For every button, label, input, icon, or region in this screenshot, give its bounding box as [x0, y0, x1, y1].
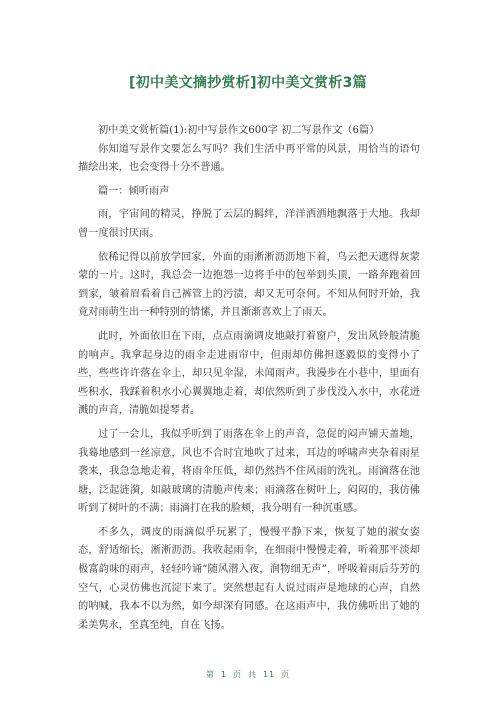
paragraph-body: 此时，外面依旧在下雨，点点雨滴调皮地敲打着窗户，发出风铃般清脆的响声。我拿起身边的雨伞走进雨帘中，但雨却仿佛担逐毅似的变得小了些，些些许许落在伞上，却只见伞湿，未闻雨声。我漫步在小巷中，里面有些积水，我踩着积水小心翼翼地走着，却依然听到了步伐没入水中，水花迸溅的声音，清脆如提琴者。	[78, 330, 420, 417]
footer-total-unit: 页	[281, 670, 291, 679]
page-footer	[0, 669, 496, 680]
footer-page-total: 11	[262, 670, 276, 679]
document-body	[78, 122, 420, 635]
footer-total-label: 共	[247, 670, 257, 679]
paragraph-subtitle: 初中美文赏析篇(1):初中写景作文600字 初二写景作文（6篇）	[98, 125, 380, 136]
paragraph-body: 不多久，调皮的雨滴似乎玩累了，慢慢平静下来，恢复了她的淑女姿态，舒适缩长，淅淅沥沥。我收起雨伞，在细雨中慢慢走着，听着那平淡却极富韵味的雨声，轻轻吟诵“随风潜入夜，润物细无声”，呼吸着雨后芬芳的空气，心灵仿佛也沉淀下来了。突然想起有人说过雨声是地球的心声，自然的呐喊，我本不以为然，如今却深有同感。在这雨声中，我仿佛听出了她的柔美隽永，至真至纯，自在飞扬。	[78, 526, 420, 631]
paragraph-section-heading: 篇一：倾听雨声	[98, 185, 170, 197]
paragraph-body: 依稀记得以前放学回家，外面的雨淅淅沥沥地下着，乌云把天遮得灰蒙蒙的一片。这时，我总会一边抱怨一边将手中的包举到头顶，一路奔跑着回到家，皱着眉看着自己裤管上的污渍，却又无可奈何。不知从何时开始，我竟对雨萌生出一种特别的情愫，并且渐渐喜欢上了雨天。	[78, 251, 420, 319]
paragraph-body: 雨，宇宙间的精灵，挣脱了云层的羁绊，洋洋洒洒地飘落于大地。我却曾一度很讨厌雨。	[78, 209, 420, 239]
document-title: [初中美文摘抄赏析]初中美文赏析3篇	[129, 75, 367, 91]
paragraph-intro: 你知道写景作文要怎么写吗？我们生活中再平常的风景，用恰当的语句描绘出来，也会变得十分不普通。	[78, 143, 420, 174]
footer-page-label: 第	[205, 670, 215, 679]
footer-page-current: 1	[220, 670, 227, 679]
paragraph-body: 过了一会儿，我似乎听到了雨落在伞上的声音，急促的闷声铺天盖地，我蓦地感到一丝凉意，风也不合时宜地吹了过来，耳边的呼啸声夹杂着雨星袭来，我急急地走着，将雨伞压低，却仍然挡不住风雨的洗礼。雨滴落在池塘，泛起涟漪，如敲玻璃的清脆声传来；雨滴落在树叶上，闷闷的，我仿佛听到了树叶的不满；雨滴打在我的脸颊，我分明有一种沉重感。	[78, 428, 420, 515]
footer-page-unit: 页	[232, 670, 242, 679]
